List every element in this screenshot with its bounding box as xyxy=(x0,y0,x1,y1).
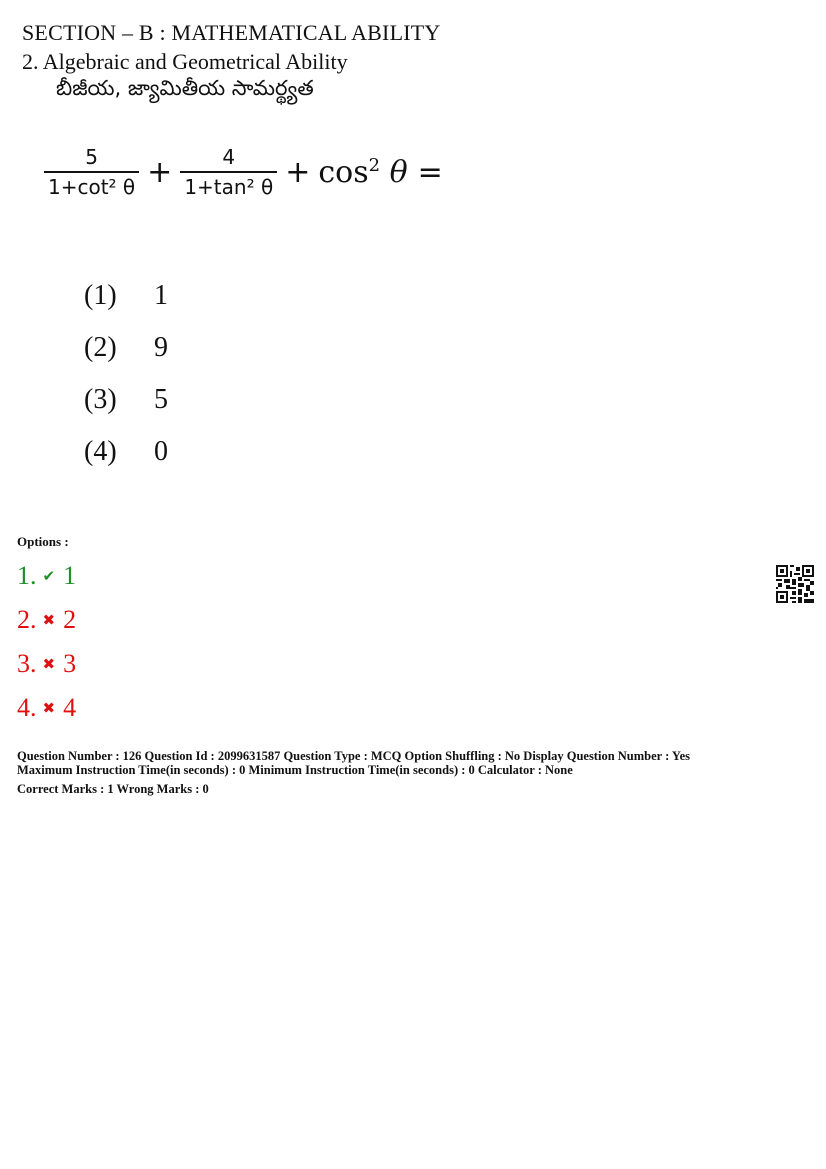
choice-value: 1 xyxy=(154,280,168,311)
option-number: 2. xyxy=(17,605,37,634)
qr-code-icon xyxy=(776,565,814,603)
choice-index: (4) xyxy=(84,436,117,467)
choice-item xyxy=(84,374,168,426)
theta-symbol: θ xyxy=(389,154,408,190)
question-meta-marks: Correct Marks : 1 Wrong Marks : 0 xyxy=(17,782,209,796)
fraction-2-denominator: 1+tan² θ xyxy=(180,171,277,199)
option-value: 1 xyxy=(63,561,77,590)
cos-term xyxy=(318,155,407,190)
subsection-title-telugu: బీజీయ, జ్యామితీయ సామర్థ్యత xyxy=(56,76,314,100)
choice-value: 0 xyxy=(154,436,168,467)
cross-icon: ✖ xyxy=(42,612,56,629)
fraction-1 xyxy=(44,145,139,199)
plus-sign: + xyxy=(285,154,311,190)
choice-value: 5 xyxy=(154,384,168,415)
answer-choices xyxy=(84,270,168,478)
fraction-2 xyxy=(180,145,277,199)
option-wrong xyxy=(17,642,76,686)
choice-index: (3) xyxy=(84,384,117,415)
question-meta-line-2: Maximum Instruction Time(in seconds) : 0 Minimum Instruction Time(in seconds) : 0 Calculator : None xyxy=(17,763,573,777)
options-label: Options : xyxy=(17,534,69,549)
option-number: 3. xyxy=(17,649,37,678)
choice-item xyxy=(84,270,168,322)
equals-sign: = xyxy=(417,154,443,190)
question-meta-line-1: Question Number : 126 Question Id : 2099631587 Question Type : MCQ Option Shuffling : No Display Question Number : Yes xyxy=(17,749,690,763)
question-equation xyxy=(44,140,443,204)
choice-item xyxy=(84,426,168,478)
cos-label: cos xyxy=(318,154,369,190)
fraction-2-numerator: 4 xyxy=(222,145,236,169)
choice-item xyxy=(84,322,168,374)
choice-index: (2) xyxy=(84,332,117,363)
option-correct xyxy=(17,554,76,598)
cross-icon: ✖ xyxy=(42,700,56,717)
choice-index: (1) xyxy=(84,280,117,311)
option-number: 4. xyxy=(17,693,37,722)
check-icon: ✔ xyxy=(42,568,56,585)
option-number: 1. xyxy=(17,561,37,590)
plus-sign: + xyxy=(147,154,173,190)
option-value: 3 xyxy=(63,649,77,678)
cos-exponent: 2 xyxy=(368,154,381,176)
choice-value: 9 xyxy=(154,332,168,363)
cross-icon: ✖ xyxy=(42,656,56,673)
option-wrong xyxy=(17,686,76,730)
fraction-1-numerator: 5 xyxy=(85,145,98,169)
section-title: SECTION – B : MATHEMATICAL ABILITY xyxy=(22,20,441,45)
option-value: 4 xyxy=(63,693,77,722)
option-wrong xyxy=(17,598,76,642)
options-list xyxy=(17,554,76,730)
fraction-1-denominator: 1+cot² θ xyxy=(44,171,139,199)
option-value: 2 xyxy=(63,605,77,634)
subsection-title: 2. Algebraic and Geometrical Ability xyxy=(22,49,348,74)
